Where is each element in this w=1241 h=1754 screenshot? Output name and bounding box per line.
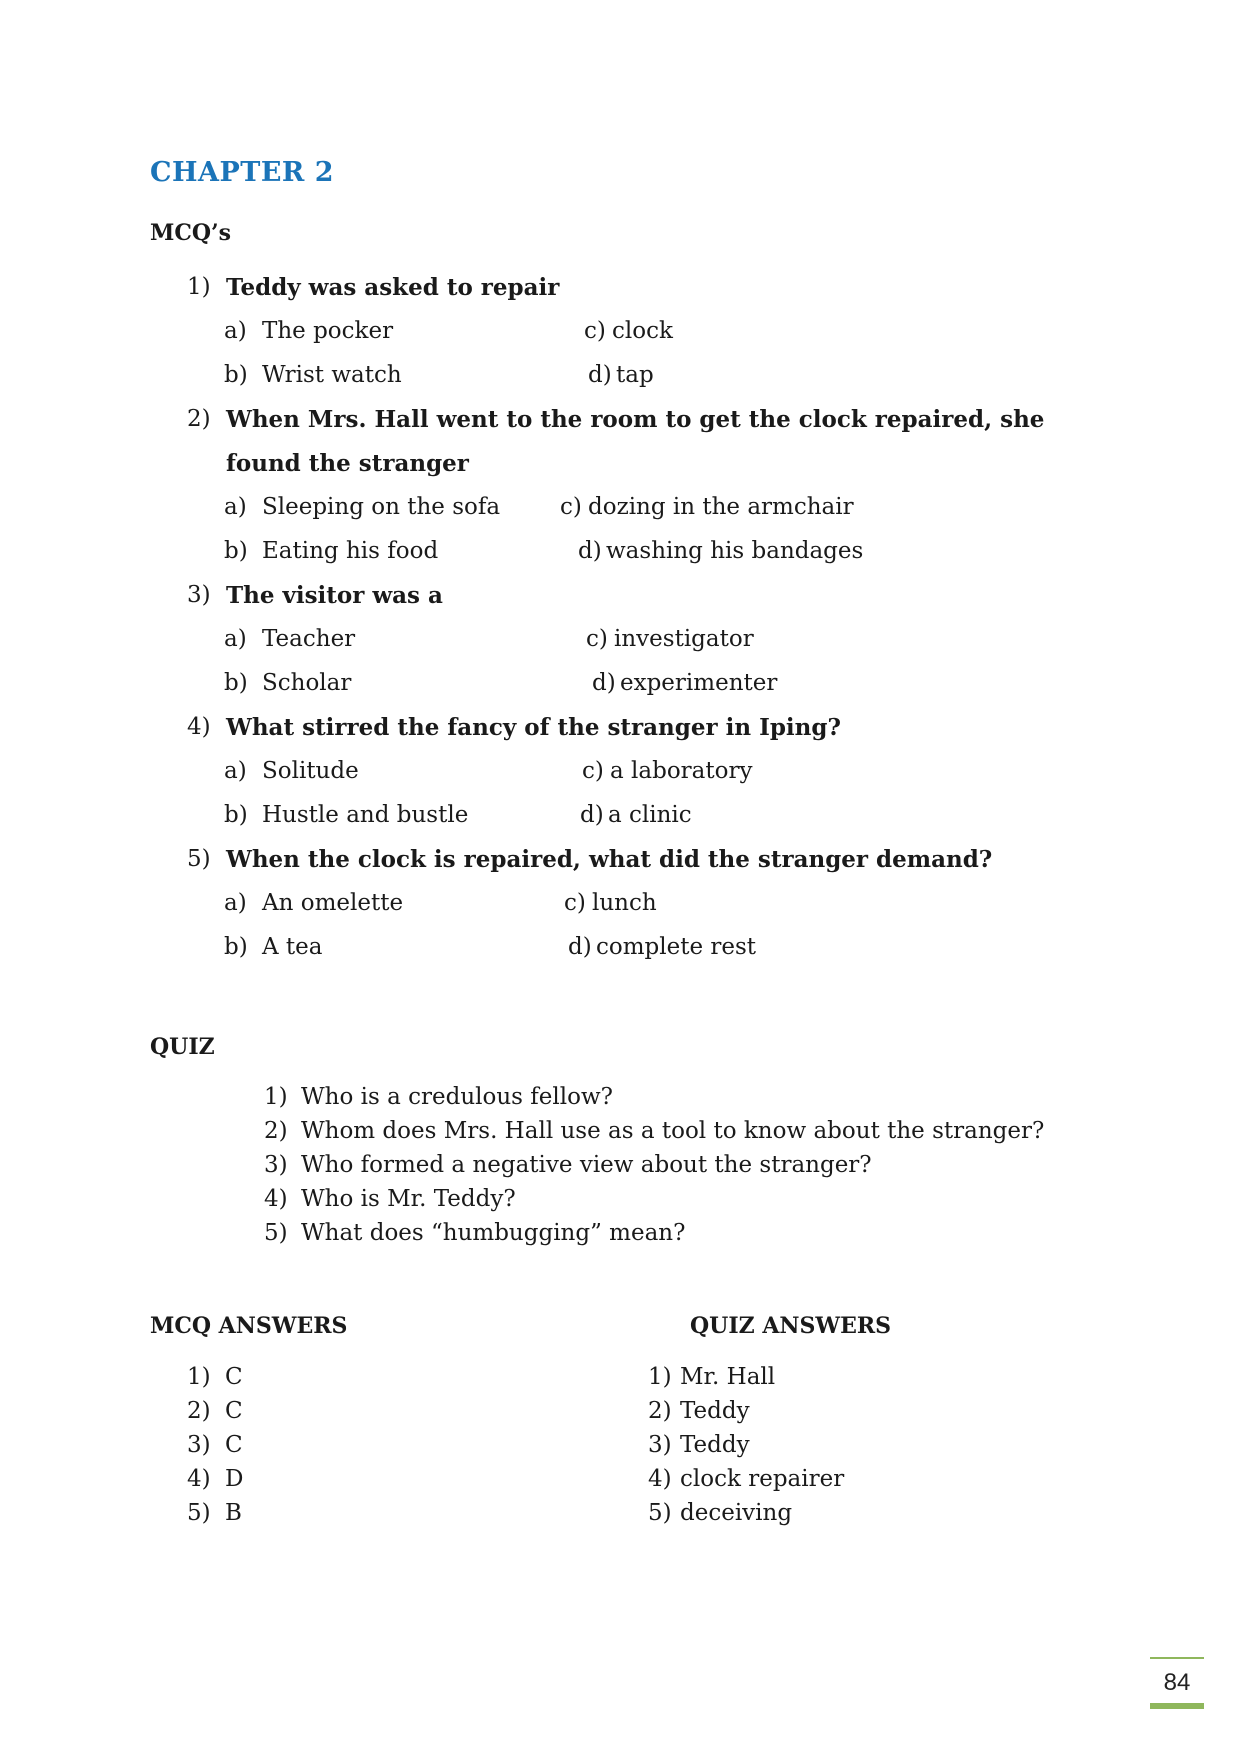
mcq-heading: MCQ’s: [150, 220, 232, 246]
option-b: [224, 362, 402, 388]
question-text: When Mrs. Hall went to the room to get the clock repaired, she: [226, 406, 1045, 433]
answer-number: 1): [187, 1364, 211, 1390]
option-text: a laboratory: [610, 758, 753, 784]
quiz-answer: [648, 1466, 844, 1492]
option-d: [588, 362, 654, 388]
option-d: [578, 538, 863, 564]
answer-number: 5): [187, 1500, 211, 1526]
mcq-answer: [187, 1466, 243, 1492]
option-label: d): [578, 538, 602, 564]
option-text: An omelette: [262, 890, 404, 916]
option-a: [224, 890, 403, 916]
answer-text: Mr. Hall: [680, 1364, 776, 1390]
option-label: c): [564, 890, 586, 916]
quiz-number: 2): [264, 1118, 288, 1144]
option-text: dozing in the armchair: [588, 494, 854, 520]
option-c: [564, 890, 657, 916]
option-label: d): [580, 802, 604, 828]
option-b: [224, 934, 323, 960]
quiz-answer: [648, 1364, 775, 1390]
answer-number: 2): [187, 1398, 211, 1424]
option-label: b): [224, 362, 248, 388]
quiz-item: [264, 1186, 516, 1212]
question-number: 4): [187, 714, 211, 740]
option-b: [224, 670, 351, 696]
quiz-text: What does “humbugging” mean?: [301, 1220, 686, 1246]
option-text: Solitude: [262, 758, 359, 784]
option-label: c): [582, 758, 604, 784]
quiz-item: [264, 1220, 685, 1246]
answer-number: 3): [187, 1432, 211, 1458]
question-text-continued: found the stranger: [226, 450, 469, 477]
answer-number: 4): [187, 1466, 211, 1492]
option-c: [584, 318, 673, 344]
answer-number: 3): [648, 1432, 672, 1458]
answer-number: 5): [648, 1500, 672, 1526]
mcq-answer: [187, 1432, 243, 1458]
quiz-text: Whom does Mrs. Hall use as a tool to know about the stranger?: [301, 1118, 1045, 1144]
option-c: [560, 494, 854, 520]
option-a: [224, 626, 355, 652]
option-text: a clinic: [608, 802, 692, 828]
option-text: washing his bandages: [606, 538, 864, 564]
mcq-answer: [187, 1364, 243, 1390]
option-text: Teacher: [262, 626, 356, 652]
option-a: [224, 758, 359, 784]
option-label: d): [592, 670, 616, 696]
quiz-number: 5): [264, 1220, 288, 1246]
option-text: Scholar: [262, 670, 352, 696]
question-number: 3): [187, 582, 211, 608]
option-d: [580, 802, 692, 828]
page-number: 84: [1163, 1669, 1191, 1696]
quiz-answer: [648, 1500, 792, 1526]
answer-text: clock repairer: [680, 1466, 845, 1492]
option-text: A tea: [262, 934, 323, 960]
option-text: experimenter: [620, 670, 778, 696]
page-rule-top: [1150, 1657, 1204, 1659]
quiz-number: 4): [264, 1186, 288, 1212]
answer-text: B: [225, 1500, 242, 1526]
answer-text: C: [225, 1398, 243, 1424]
option-b: [224, 802, 468, 828]
mcq-answer: [187, 1398, 243, 1424]
option-text: Eating his food: [262, 538, 439, 564]
quiz-item: [264, 1118, 1044, 1144]
quiz-number: 3): [264, 1152, 288, 1178]
answer-number: 1): [648, 1364, 672, 1390]
question-text: When the clock is repaired, what did the stranger demand?: [226, 846, 993, 873]
question-text: The visitor was a: [226, 582, 443, 609]
option-label: a): [224, 494, 247, 520]
option-label: d): [568, 934, 592, 960]
quiz-item: [264, 1152, 872, 1178]
answer-text: C: [225, 1364, 243, 1390]
option-a: [224, 494, 500, 520]
option-label: d): [588, 362, 612, 388]
quiz-item: [264, 1084, 613, 1110]
quiz-heading: QUIZ: [150, 1034, 215, 1060]
option-d: [568, 934, 756, 960]
option-label: b): [224, 670, 248, 696]
chapter-title: CHAPTER 2: [150, 157, 335, 188]
option-label: c): [560, 494, 582, 520]
quiz-answers-heading: QUIZ ANSWERS: [690, 1313, 892, 1339]
option-c: [586, 626, 754, 652]
option-b: [224, 538, 438, 564]
option-text: Wrist watch: [262, 362, 402, 388]
answer-text: Teddy: [680, 1398, 750, 1424]
option-text: tap: [616, 362, 654, 388]
option-label: a): [224, 626, 247, 652]
question-text: Teddy was asked to repair: [226, 274, 560, 301]
page-number-box: [1150, 1657, 1204, 1709]
option-label: b): [224, 538, 248, 564]
option-label: c): [584, 318, 606, 344]
question-text: What stirred the fancy of the stranger in Iping?: [226, 714, 841, 741]
answer-number: 4): [648, 1466, 672, 1492]
answer-text: deceiving: [680, 1500, 793, 1526]
option-text: clock: [612, 318, 673, 344]
option-text: lunch: [592, 890, 657, 916]
quiz-answer: [648, 1398, 750, 1424]
option-text: Sleeping on the sofa: [262, 494, 501, 520]
option-text: complete rest: [596, 934, 757, 960]
answer-text: C: [225, 1432, 243, 1458]
option-label: a): [224, 758, 247, 784]
option-label: a): [224, 318, 247, 344]
page-rule-bottom: [1150, 1703, 1204, 1709]
option-label: a): [224, 890, 247, 916]
option-text: The pocker: [262, 318, 394, 344]
option-d: [592, 670, 777, 696]
option-c: [582, 758, 752, 784]
option-label: b): [224, 802, 248, 828]
answer-text: D: [225, 1466, 244, 1492]
question-number: 5): [187, 846, 211, 872]
question-number: 1): [187, 274, 211, 300]
mcq-answer: [187, 1500, 242, 1526]
quiz-text: Who is a credulous fellow?: [301, 1084, 613, 1110]
option-label: b): [224, 934, 248, 960]
option-text: investigator: [614, 626, 754, 652]
answer-text: Teddy: [680, 1432, 750, 1458]
option-a: [224, 318, 393, 344]
answer-number: 2): [648, 1398, 672, 1424]
mcq-answers-heading: MCQ ANSWERS: [150, 1313, 348, 1339]
option-label: c): [586, 626, 608, 652]
question-number: 2): [187, 406, 211, 432]
quiz-number: 1): [264, 1084, 288, 1110]
quiz-text: Who is Mr. Teddy?: [301, 1186, 516, 1212]
quiz-answer: [648, 1432, 750, 1458]
option-text: Hustle and bustle: [262, 802, 469, 828]
quiz-text: Who formed a negative view about the stranger?: [301, 1152, 872, 1178]
